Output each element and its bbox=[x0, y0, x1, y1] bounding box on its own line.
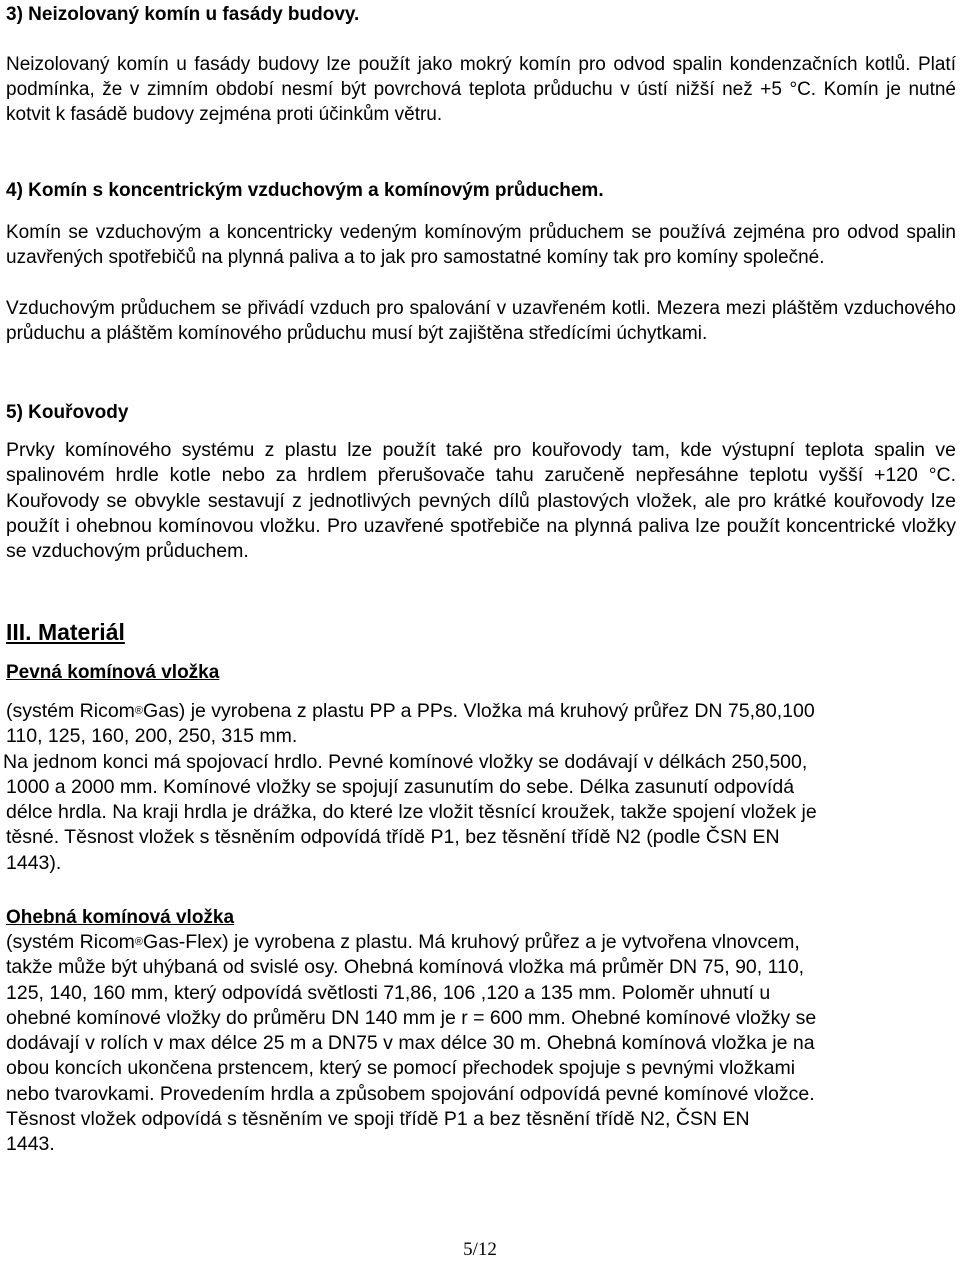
flexible-liner-line-1: (systém Ricom®Gas-Flex) je vyrobena z plastu. Má kruhový průřez a je vytvořena vlnovcem, bbox=[6, 931, 800, 953]
section-5-paragraph: Prvky komínového systému z plastu lze použít také pro kouřovody tam, kde výstupní teplota spalin ve spalinovém hrdle kotle nebo za hrdlem přerušovače tahu zaručeně nepřesáhne teplotu vyšší +120 °C. Kouřovody se obvykle sestavují z jednotlivých pevných dílů plastových vložek, ale pro krátké kouřovody lze použít i ohebnou komínovou vložku. Pro uzavřené spotřebiče na plynná paliva lze použít koncentrické vložky se vzduchovým průduchem. bbox=[6, 439, 956, 563]
rigid-liner-line-5: délce hrdla. Na kraji hrdla je drážka, do které lze vložit těsnící kroužek, takže spojení vložek je bbox=[6, 801, 817, 824]
flexible-liner-text bbox=[6, 930, 816, 1158]
section-5-heading: 5) Kouřovody bbox=[6, 402, 129, 423]
rigid-liner-line-1: (systém Ricom®Gas) je vyrobena z plastu PP a PPs. Vložka má kruhový průřez DN 75,80,100 bbox=[6, 700, 815, 722]
section-3-heading: 3) Neizolovaný komín u fasády budovy. bbox=[6, 4, 360, 25]
flexible-liner-line-2: takže může být uhýbaná od svislé osy. Ohebná komínová vložka má průměr DN 75, 90, 110, bbox=[6, 956, 805, 979]
section-4-paragraph-1: Komín se vzduchovým a koncentricky vedeným komínovým průduchem se používá zejména pro odvod spalin uzavřených spotřebičů na plynná paliva a to jak pro samostatné komíny tak pro komíny společné. bbox=[6, 222, 956, 268]
registered-mark: ® bbox=[134, 705, 144, 717]
flexible-liner-line-9: 1443. bbox=[6, 1133, 55, 1156]
flexible-liner-line-3: 125, 140, 160 mm, který odpovídá světlosti 71,86, 106 ,120 a 135 mm. Poloměr uhnutí u bbox=[6, 981, 771, 1004]
section-3-paragraph: Neizolovaný komín u fasády budovy lze použít jako mokrý komín pro odvod spalin kondenzačních kotlů. Platí podmínka, že v zimním období nesmí být povrchová teplota průduchu v ústí nižší než +5 °C. Komín je nutné kotvit k fasádě budovy zejména proti účinkům větru. bbox=[6, 54, 956, 125]
section-4-heading: 4) Komín s koncentrickým vzduchovým a komínovým průduchem. bbox=[6, 180, 604, 201]
rigid-liner-line-2: 110, 125, 160, 200, 250, 315 mm. bbox=[6, 725, 298, 748]
flexible-liner-line-5: dodávají v rolích v max délce 25 m a DN75 v max délce 30 m. Ohebná komínová vložka je na bbox=[6, 1032, 815, 1055]
page-number: 5/12 bbox=[463, 1239, 497, 1260]
rigid-liner-line-3: Na jednom konci má spojovací hrdlo. Pevné komínové vložky se dodávají v délkách 250,500, bbox=[3, 750, 808, 773]
flexible-liner-line-6: obou koncích ukončena prstencem, který se pomocí přechodek spojuje s pevnými vložkami bbox=[6, 1057, 796, 1080]
material-heading: III. Materiál bbox=[6, 619, 125, 645]
rigid-liner-line-7: 1443). bbox=[6, 851, 62, 874]
rigid-liner-line-4: 1000 a 2000 mm. Komínové vložky se spojují zasunutím do sebe. Délka zasunutí odpovídá bbox=[6, 775, 795, 798]
rigid-liner-heading: Pevná komínová vložka bbox=[6, 662, 220, 683]
flexible-liner-line-8: Těsnost vložek odpovídá s těsněním ve spoji třídě P1 a bez těsnění třídě N2, ČSN EN bbox=[6, 1108, 750, 1131]
flexible-liner-line-4: ohebné komínové vložky do průměru DN 140 mm je r = 600 mm. Ohebné komínové vložky se bbox=[6, 1006, 817, 1029]
flexible-liner-line-7: nebo tvarovkami. Provedením hrdla a způsobem spojování odpovídá pevné komínové vložce. bbox=[6, 1082, 815, 1105]
registered-mark: ® bbox=[134, 936, 144, 948]
document-page bbox=[3, 0, 956, 1262]
section-4-paragraph-2: Vzduchovým průduchem se přivádí vzduch pro spalování v uzavřeném kotli. Mezera mezi pláštěm vzduchového průduchu a pláštěm komínového průduchu musí být zajištěna středícími úchytkami. bbox=[6, 298, 956, 344]
flexible-liner-heading: Ohebná komínová vložka bbox=[6, 907, 235, 928]
rigid-liner-text bbox=[3, 699, 817, 876]
rigid-liner-line-6: těsné. Těsnost vložek s těsněním odpovídá třídě P1, bez těsnění třídě N2 (podle ČSN EN bbox=[6, 826, 780, 849]
